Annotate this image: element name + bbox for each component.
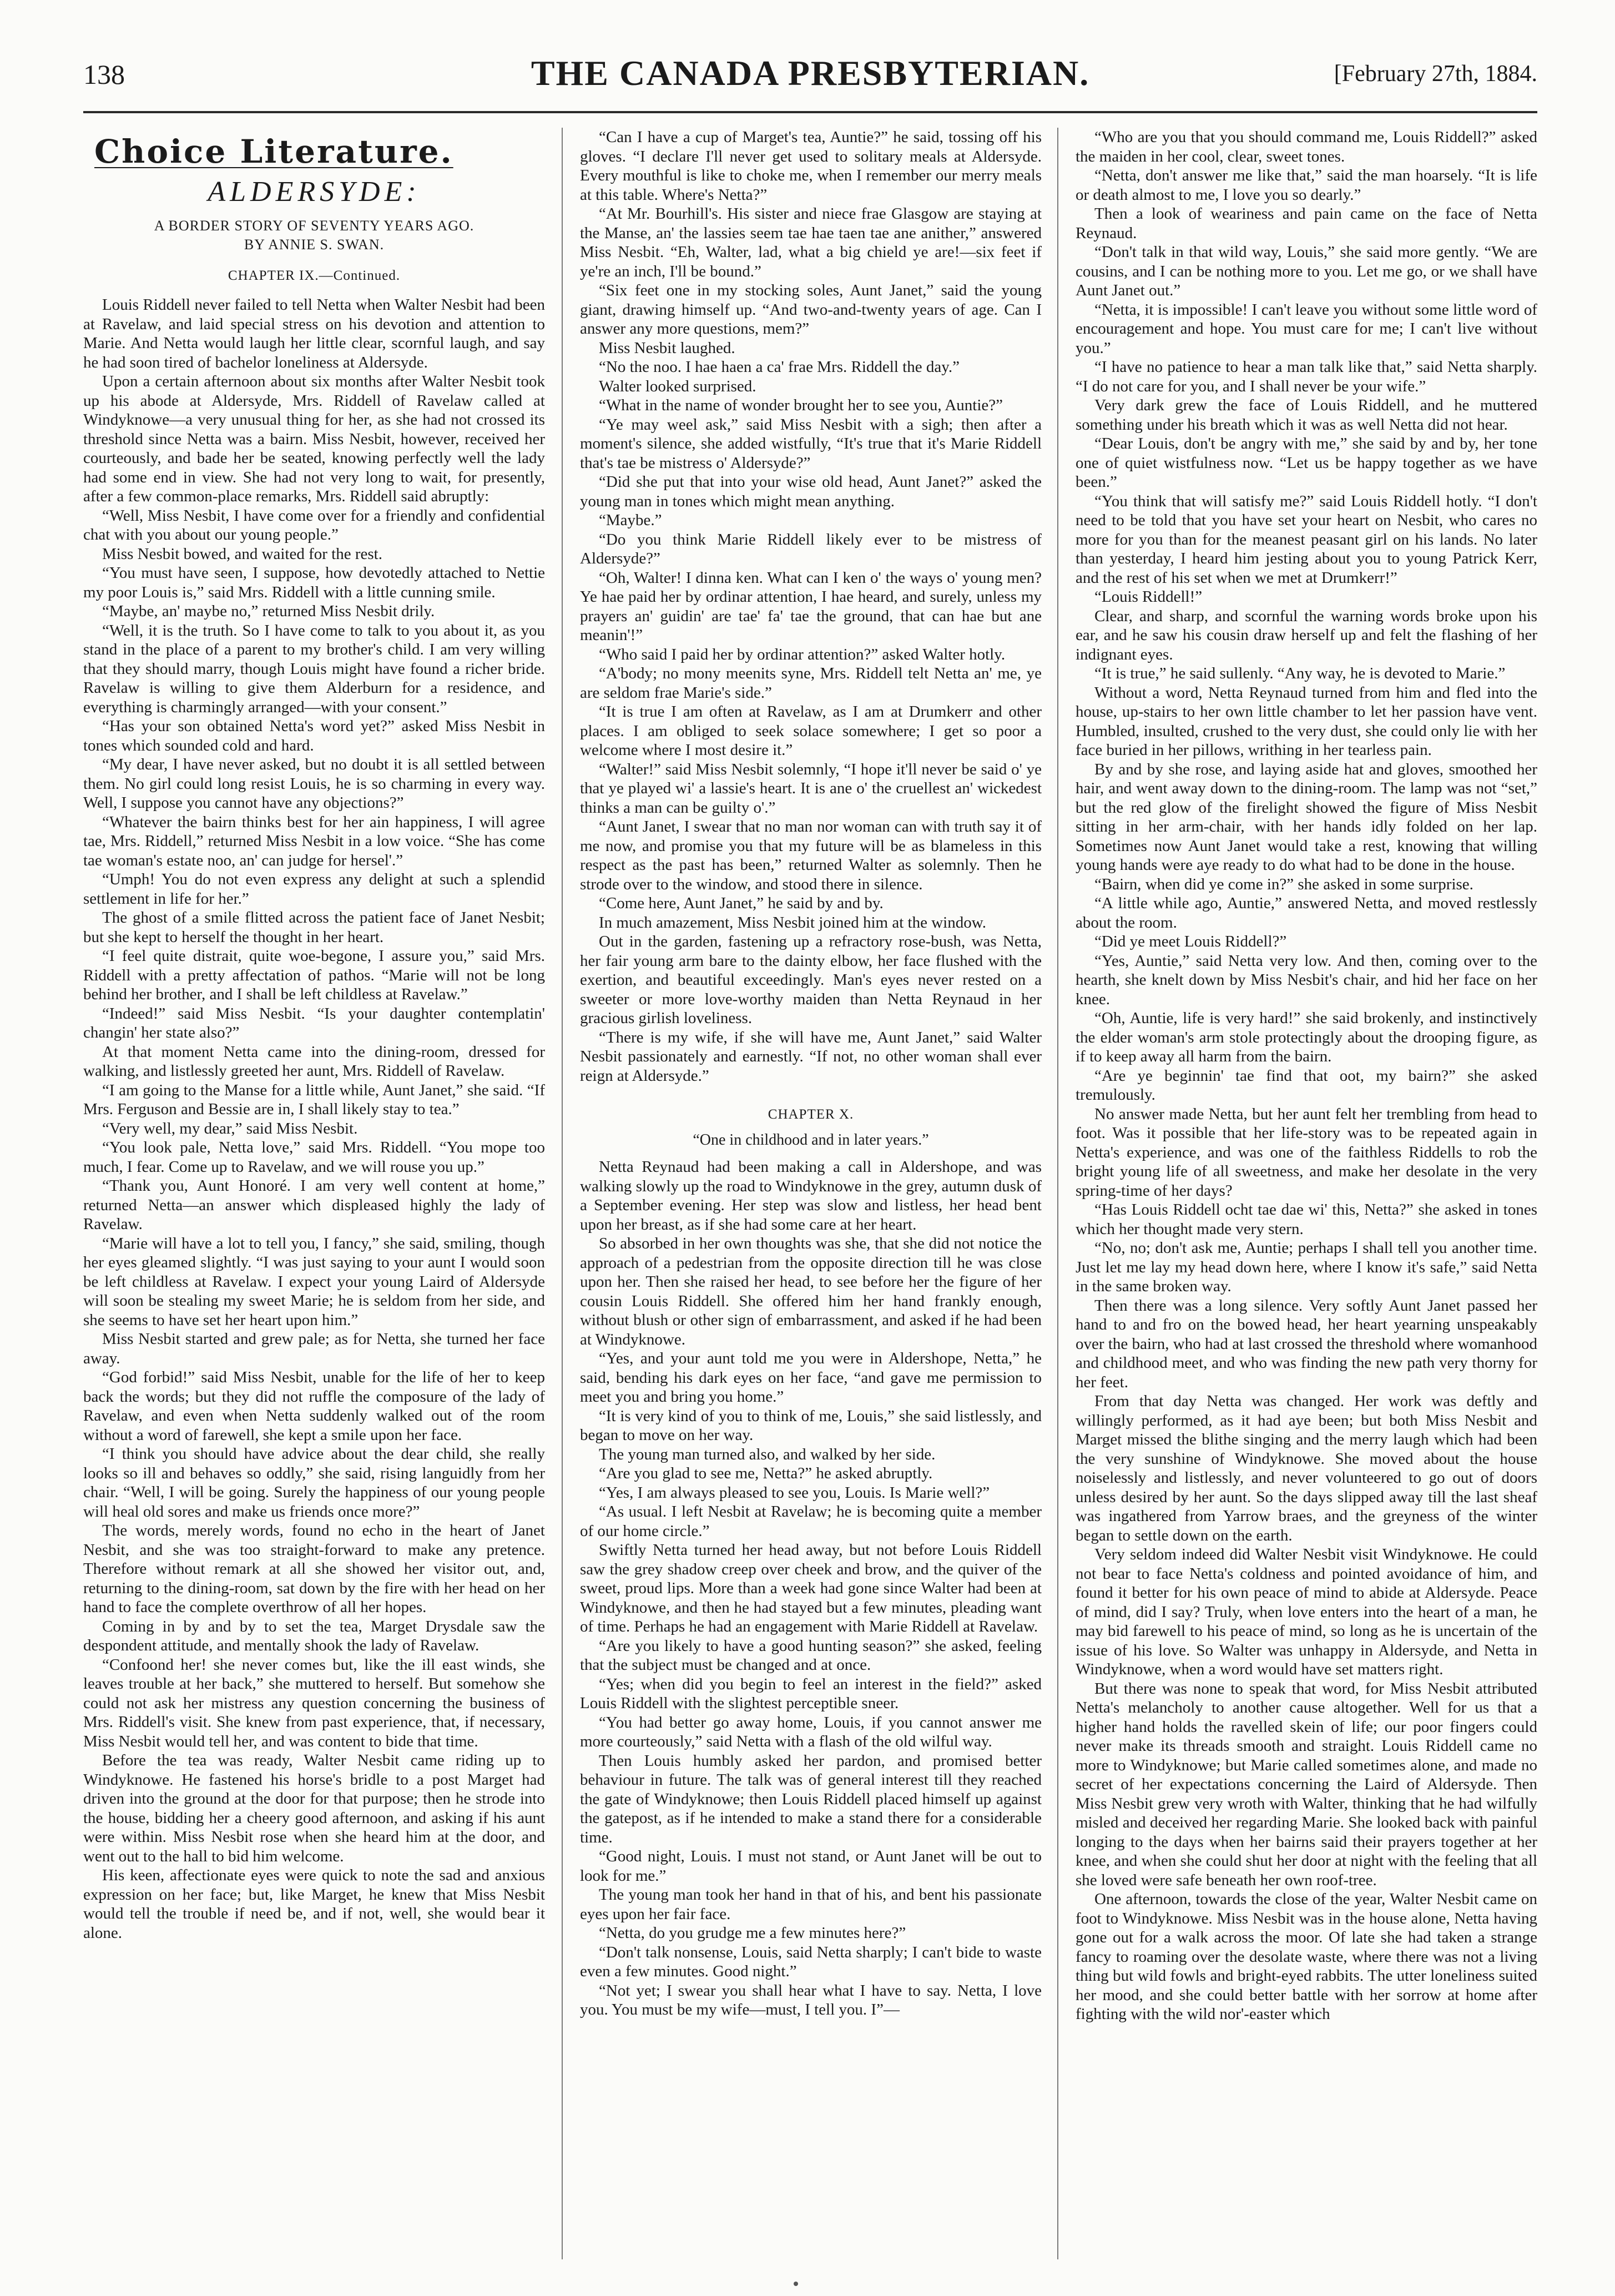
paragraph: “My dear, I have never asked, but no doubt it is all settled between them. No girl could long resist Louis, he is so charming in every way. Well, I suppose you cannot have any objections?” <box>83 756 545 812</box>
paragraph: “It is very kind of you to think of me, Louis,” she said listlessly, and began to move on her way. <box>580 1407 1042 1444</box>
paragraph: “Don't talk nonsense, Louis, said Netta sharply; I can't bide to waste even a few minutes. Good night.” <box>580 1943 1042 1980</box>
paragraph: “Yes, I am always pleased to see you, Louis. Is Marie well?” <box>599 1483 990 1502</box>
paragraph: “Not yet; I swear you shall hear what I have to say. Netta, I love you. You must be my wife—must, I tell you. I”— <box>580 1981 1042 2018</box>
column-2 <box>580 128 1042 2270</box>
paragraph: “God forbid!” said Miss Nesbit, unable for the life of her to keep back the words; but they did not ruffle the composure of the lady of Ravelaw, and even when Netta suddenly walked out of the room without a word of farewell, she kept a smile upon her face. <box>83 1368 545 1444</box>
paragraph: “A little while ago, Auntie,” answered Netta, and moved restlessly about the room. <box>1076 894 1537 932</box>
paragraph: Swiftly Netta turned her head away, but not before Louis Riddell saw the grey shadow creep over cheek and brow, and the quiver of the sweet, proud lips. More than a week had gone since Walter had been at Windyknowe, and then he had stayed but a few minutes, pleading want of time. Perhaps he had an engagement with Marie Riddell at Ravelaw. <box>580 1541 1042 1635</box>
paragraph: “I feel quite distrait, quite woe-begone, I assure you,” said Mrs. Riddell with a pretty affectation of pathos. “Marie will not be long behind her brother, and I shall be left childless at Ravelaw.” <box>83 947 545 1003</box>
paragraph: “As usual. I left Nesbit at Ravelaw; he is becoming quite a member of our home circle.” <box>580 1503 1042 1540</box>
paragraph: “Has Louis Riddell ocht tae dae wi' this, Netta?” she asked in tones which her thought made very stern. <box>1076 1201 1537 1238</box>
paragraph: “Bairn, when did ye come in?” she asked in some surprise. <box>1094 875 1473 893</box>
paragraph: “Whatever the bairn thinks best for her ain happiness, I will agree tae, Mrs. Riddell,” returned Miss Nesbit in a low voice. “She has come tae woman's estate noo, an' can judge for hersel'.” <box>83 813 545 869</box>
paragraph: “I am going to the Manse for a little while, Aunt Janet,” she said. “If Mrs. Ferguson and Bessie are in, I shall likely stay to tea.” <box>83 1081 545 1118</box>
masthead-title: THE CANADA PRESBYTERIAN. <box>531 53 1090 93</box>
paragraph: “A'body; no mony meenits syne, Mrs. Riddell telt Netta an' me, ye are seldom frae Marie's side.” <box>580 664 1042 702</box>
paragraph: “Louis Riddell!” <box>1094 588 1203 606</box>
paragraph: The words, merely words, found no echo in the heart of Janet Nesbit, and she was too straight-forward to make any pretence. Therefore without remark at all she showed her visitor out, and, returning to the dining-room, sat down by the fire with her head on her hand to face the complete overthrow of all her hopes. <box>83 1522 545 1616</box>
paragraph: “Six feet one in my stocking soles, Aunt Janet,” said the young giant, drawing himself up. “And two-and-twenty years of age. Can I answer any more questions, mem?” <box>580 281 1042 338</box>
paragraph: “Dear Louis, don't be angry with me,” she said by and by, her tone one of quiet wistfulness now. “Let us be happy together as we have been.” <box>1076 435 1537 491</box>
paragraph: “Can I have a cup of Marget's tea, Auntie?” he said, tossing off his gloves. “I declare I'll never get used to solitary meals at Aldersyde. Every mouthful is like to choke me, when I remember our merry meals at this table. Where's Netta?” <box>580 128 1042 204</box>
paragraph: “Ye may weel ask,” said Miss Nesbit with a sigh; then after a moment's silence, she added wistfully, “It's true that it's Marie Riddell that's tae be mistress o' Aldersyde?” <box>580 415 1042 472</box>
paragraph: Very seldom indeed did Walter Nesbit visit Windyknowe. He could not bear to face Netta's coldness and pointed avoidance of him, and found it better for his own peace of mind to abide at Aldersyde. Peace of mind, did I say? Truly, when love enters into the heart of a man, he may bid farewell to his peace of mind, so long as he is uncertain of the issue of his love. So Walter was unhappy in Aldersyde, and Netta in Windyknowe, when a word would have set matters right. <box>1076 1545 1537 1678</box>
paragraph: “Confoond her! she never comes but, like the ill east winds, she leaves trouble at her back,” she muttered to herself. But somehow she could not ask her mistress any question concerning the business of Mrs. Riddell's visit. She knew from past experience, that, if necessary, Miss Nesbit would tell her, and was content to bide that time. <box>83 1655 545 1750</box>
paragraph: “Are ye beginnin' tae find that oot, my bairn?” she asked tremulously. <box>1076 1066 1537 1104</box>
article-body <box>1076 128 1537 2024</box>
paragraph: Very dark grew the face of Louis Riddell, and he muttered something under his breath which it was as well Netta did not hear. <box>1076 396 1537 434</box>
article-body <box>580 128 1042 1085</box>
paragraph: “It is true,” he said sullenly. “Any way, he is devoted to Marie.” <box>1094 664 1506 682</box>
paragraph: “Very well, my dear,” said Miss Nesbit. <box>102 1119 358 1137</box>
issue-date: [February 27th, 1884. <box>1334 61 1537 87</box>
paragraph: The young man took her hand in that of his, and bent his passionate eyes upon her fair face. <box>580 1886 1042 1923</box>
paragraph: “Maybe.” <box>599 511 662 529</box>
paragraph: “Good night, Louis. I must not stand, or Aunt Janet will be out to look for me.” <box>580 1847 1042 1885</box>
paragraph: “Are you likely to have a good hunting season?” she asked, feeling that the subject must be changed and at once. <box>580 1637 1042 1674</box>
paragraph: “Did ye meet Louis Riddell?” <box>1094 933 1287 950</box>
paragraph: “Well, Miss Nesbit, I have come over for a friendly and confidential chat with you about our young people.” <box>83 506 545 543</box>
paragraph: “Yes, Auntie,” said Netta very low. And then, coming over to the hearth, she knelt down by Miss Nesbit's chair, and hid her face on her knee. <box>1076 951 1537 1008</box>
paragraph: “It is true I am often at Ravelaw, as I am at Drumkerr and other places. I am obliged to seek solace somewhere; I get so poor a welcome where I most desire it.” <box>580 703 1042 759</box>
paragraph: “You think that will satisfy me?” said Louis Riddell hotly. “I don't need to be told that you have set your heart on Nesbit, who cares no more for you than for the meanest peasant girl on his lands. No later than yesterday, I heard him jesting about you to young Patrick Kerr, and the rest of his set when we met at Drumkerr!” <box>1076 492 1537 587</box>
paragraph: “No the noo. I hae haen a ca' frae Mrs. Riddell the day.” <box>599 358 960 376</box>
paragraph: “Maybe, an' maybe no,” returned Miss Nesbit drily. <box>102 602 435 620</box>
paragraph: By and by she rose, and laying aside hat and gloves, smoothed her hair, and went away down to the dining-room. The lamp was not “set,” but the red glow of the firelight showed the figure of Miss Nesbit sitting in her arm-chair, with her hands idly folded on her lap. Sometimes now Aunt Janet would take a rest, knowing that willing young hands were aye ready to do what had to be done in the house. <box>1076 760 1537 874</box>
paragraph: “Don't talk in that wild way, Louis,” she said more gently. “We are cousins, and I can be nothing more to you. Let me go, or we shall have Aunt Janet out.” <box>1076 243 1537 299</box>
paragraph: “No, no; don't ask me, Auntie; perhaps I shall tell you another time. Just let me lay my head down here, where I know it's safe,” said Netta in the same broken way. <box>1076 1239 1537 1295</box>
column-3 <box>1076 128 1537 2270</box>
paragraph: “Marie will have a lot to tell you, I fancy,” she said, smiling, though her eyes gleamed slightly. “I was just saying to your aunt I would soon be left childless at Ravelaw. I expect your young Laird of Aldersyde will soon be stealing my sweet Marie; he is seldom from her side, and she seems to have set her heart upon him.” <box>83 1234 545 1329</box>
paragraph: “You had better go away home, Louis, if you cannot answer me more courteously,” said Netta with a flash of the old wilful way. <box>580 1713 1042 1750</box>
paragraph: The ghost of a smile flitted across the patient face of Janet Nesbit; but she kept to herself the thought in her heart. <box>83 909 545 946</box>
section-title: Choice Literature. <box>94 133 453 170</box>
story-title: ALDERSYDE: <box>208 176 421 208</box>
article-body <box>580 1157 1042 2020</box>
paragraph: Then there was a long silence. Very softly Aunt Janet passed her hand to and fro on the bowed head, her heart yearning unspeakably over the bairn, who had at last crossed the threshold where womanhood and childhood meet, and who was finding the new path very thorny for her feet. <box>1076 1296 1537 1391</box>
paragraph: “You look pale, Netta love,” said Mrs. Riddell. “You mope too much, I fear. Come up to Ravelaw, and we will rouse you up.” <box>83 1139 545 1176</box>
paragraph: One afternoon, towards the close of the year, Walter Nesbit came on foot to Windyknowe. Miss Nesbit was in the house alone, Netta having gone out for a walk across the moor. Of late she had taken a strange fancy to roaming over the desolate waste, where there was not a living thing but wild fowls and bright-eyed rabbits. The utter loneliness suited her mood, and she could better battle with her sorrow at home after fighting with the wild nor'-easter which <box>1076 1890 1537 2023</box>
paragraph: “I think you should have advice about the dear child, she really looks so ill and behaves so oddly,” she said, rising languidly from her chair. “Well, I will be going. Surely the happiness of our young people will heal old sores and make us friends once more?” <box>83 1445 545 1520</box>
paragraph: “Netta, don't answer me like that,” said the man hoarsely. “It is life or death almost to me, I love you so dearly.” <box>1076 167 1537 204</box>
paragraph: Netta Reynaud had been making a call in Aldershope, and was walking slowly up the road to Windyknowe in the grey, autumn dusk of a September evening. Her step was slow and listless, her head bent upon her breast, as if she had some care at her heart. <box>580 1158 1042 1233</box>
chapter-heading: CHAPTER X. <box>768 1107 854 1122</box>
paragraph: Miss Nesbit bowed, and waited for the rest. <box>102 545 382 563</box>
article-body <box>83 295 545 1942</box>
paragraph: “Who are you that you should command me, Louis Riddell?” asked the maiden in her cool, clear, sweet tones. <box>1076 128 1537 165</box>
paragraph: “Oh, Auntie, life is very hard!” she said brokenly, and instinctively the elder woman's arm stole protectingly about the drooping figure, as if to keep away all harm from the bairn. <box>1076 1009 1537 1065</box>
paragraph: “Yes, and your aunt told me you were in Aldershope, Netta,” he said, bending his dark eyes on her face, “and gave me permission to meet you and bring you home.” <box>580 1350 1042 1406</box>
paragraph: “There is my wife, if she will have me, Aunt Janet,” said Walter Nesbit passionately and earnestly. “If not, no other woman shall ever reign at Aldersyde.” <box>580 1028 1042 1085</box>
paragraph: “You must have seen, I suppose, how devotedly attached to Nettie my poor Louis is,” said Mrs. Riddell with a little cunning smile. <box>83 564 545 601</box>
paragraph: Walter looked surprised. <box>599 377 756 395</box>
paragraph: At that moment Netta came into the dining-room, dressed for walking, and listlessly greeted her aunt, Mrs. Riddell of Ravelaw. <box>83 1043 545 1080</box>
paragraph: “Do you think Marie Riddell likely ever to be mistress of Aldersyde?” <box>580 530 1042 567</box>
paragraph: “Come here, Aunt Janet,” he said by and by. <box>599 894 884 912</box>
paragraph: Clear, and sharp, and scornful the warning words broke upon his ear, and he saw his cousin draw herself up and felt the flashing of her indignant eyes. <box>1076 607 1537 663</box>
story-subtitle: A BORDER STORY OF SEVENTY YEARS AGO. <box>154 218 475 234</box>
paragraph: “Who said I paid her by ordinar attention?” asked Walter hotly. <box>599 645 1006 663</box>
paragraph: Without a word, Netta Reynaud turned from him and fled into the house, up-stairs to her own little chamber to let her passion have vent. Humbled, insulted, crushed to the very dust, she could only lie with her face buried in her pillows, writhing in her tearless pain. <box>1076 683 1537 759</box>
paragraph: In much amazement, Miss Nesbit joined him at the window. <box>599 913 987 932</box>
paragraph: Upon a certain afternoon about six months after Walter Nesbit took up his abode at Aldersyde, Mrs. Riddell of Ravelaw called at Windyknowe—a very unusual thing for her, as she had not crossed its threshold since Netta was a bairn. Miss Nesbit, however, received her courteously, and bade her be seated, knowing perfectly well the lady had some end in view. She had not very long to wait, for presently, after a few common-place remarks, Mrs. Riddell said abruptly: <box>83 372 545 505</box>
paragraph: “I have no patience to hear a man talk like that,” said Netta sharply. “I do not care for you, and I shall never be your wife.” <box>1076 358 1537 395</box>
paragraph: Before the tea was ready, Walter Nesbit came riding up to Windyknowe. He fastened his horse's bridle to a post Marget had driven into the ground at the door for that purpose; then he strode into the house, bidding her a cheery good afternoon, and asking if his aunt were within. Miss Nesbit rose when she heard him at the door, and went out to the hall to bid him welcome. <box>83 1751 545 1865</box>
paragraph: Then Louis humbly asked her pardon, and promised better behaviour in future. The talk was of general interest till they reached the gate of Windyknowe; then Louis Riddell placed himself up against the gatepost, as if he intended to make a stand there for a considerable time. <box>580 1751 1042 1846</box>
paragraph: Miss Nesbit laughed. <box>599 339 735 357</box>
paragraph: “Umph! You do not even express any delight at such a splendid settlement in life for her.” <box>83 870 545 908</box>
paragraph: “Indeed!” said Miss Nesbit. “Is your daughter contemplatin' changin' her state also?” <box>83 1004 545 1041</box>
chapter-heading: CHAPTER IX.—Continued. <box>228 268 401 283</box>
story-byline: BY ANNIE S. SWAN. <box>244 236 385 253</box>
paragraph: From that day Netta was changed. Her work was deftly and willingly performed, as it had aye been; but both Miss Nesbit and Marget missed the blithe singing and the merry laugh which had been the very sunshine of Windyknowe. She moved about the house noiselessly and listlessly, and never volunteered to go out of doors unless desired by her aunt. So the days slipped away till the last sheaf was ingathered from Yarrow braes, and the greyness of the winter began to settle down on the earth. <box>1076 1392 1537 1544</box>
paragraph: His keen, affectionate eyes were quick to note the sad and anxious expression on her face; but, like Marget, he knew that Miss Nesbit would tell the trouble if need be, and if not, well, she would bear it alone. <box>83 1866 545 1942</box>
paragraph: “Thank you, Aunt Honoré. I am very well content at home,” returned Netta—an answer which displeased highly the lady of Ravelaw. <box>83 1177 545 1233</box>
column-divider <box>562 128 563 2259</box>
paragraph: Louis Riddell never failed to tell Netta when Walter Nesbit had been at Ravelaw, and laid special stress on his devotion and attention to Marie. And Netta would laugh her little clear, scornful laugh, and say he had soon tired of bachelor loneliness at Aldersyde. <box>83 296 545 371</box>
paragraph: Coming in by and by to set the tea, Marget Drysdale saw the despondent attitude, and mentally shook the lady of Ravelaw. <box>83 1617 545 1654</box>
paragraph: “What in the name of wonder brought her to see you, Auntie?” <box>599 396 1003 414</box>
page-mark <box>794 2282 798 2286</box>
chapter-epigraph: “One in childhood and in later years.” <box>693 1131 929 1149</box>
paragraph: “Has your son obtained Netta's word yet?” asked Miss Nesbit in tones which sounded cold and hard. <box>83 717 545 754</box>
paragraph: Then a look of weariness and pain came on the face of Netta Reynaud. <box>1076 205 1537 242</box>
paragraph: “Yes; when did you begin to feel an interest in the field?” asked Louis Riddell with the slightest perceptible sneer. <box>580 1675 1042 1712</box>
paragraph: “At Mr. Bourhill's. His sister and niece frae Glasgow are staying at the Manse, an' the lassies seem tae hae taen tae ane anither,” answered Miss Nesbit. “Eh, Walter, lad, what a big chield ye are!—six feet if ye're an inch, I'll be bound.” <box>580 205 1042 280</box>
paragraph: But there was none to speak that word, for Miss Nesbit attributed Netta's melancholy to another cause altogether. Well for us that a higher hand holds the ravelled skein of life; our poor fingers could never make its threads smooth and straight. Louis Riddell came no more to Windyknowe; but Marie called sometimes alone, and made no secret of her expectations concerning the Laird of Aldersyde. Then Miss Nesbit grew very wroth with Walter, thinking that he had wilfully misled and deceived her regarding Marie. She looked back with painful longing to the days when her bairns said their prayers together at her knee, and when she could shut her door at night with the feeling that all she loved were safe beneath her own roof-tree. <box>1076 1679 1537 1889</box>
column-1 <box>83 128 545 2270</box>
page-number: 138 <box>83 59 125 90</box>
paragraph: Out in the garden, fastening up a refractory rose-bush, was Netta, her fair young arm bare to the dainty elbow, her face flushed with the exertion, and beautiful exceedingly. Man's eyes never rested on a sweeter or more love-worthy maiden than Netta Reynaud in her gracious girlish loveliness. <box>580 933 1042 1027</box>
paragraph: “Walter!” said Miss Nesbit solemnly, “I hope it'll never be said o' ye that ye played wi' a lassie's heart. It is ane o' the cruellest an' wickedest thinks a man can be guilty o'.” <box>580 760 1042 817</box>
column-divider <box>1057 128 1058 2259</box>
paragraph: So absorbed in her own thoughts was she, that she did not notice the approach of a pedestrian from the opposite direction till he was close upon her. Then she raised her head, to see before her the figure of her cousin Louis Riddell. She offered him her hand frankly enough, without blush or other sign of embarrassment, and asked if he had been at Windyknowe. <box>580 1235 1042 1348</box>
paragraph: “Aunt Janet, I swear that no man nor woman can with truth say it of me now, and promise you that my future will be as blameless in this respect as the past has been,” returned Walter as solemnly. Then he strode over to the window, and stood there in silence. <box>580 818 1042 893</box>
paragraph: No answer made Netta, but her aunt felt her trembling from head to foot. Was it possible that her life-story was to be repeated again in Netta's experience, and was one of the faithless Riddells to rob the bright young life of all sweetness, and make her desolate in the very spring-time of her days? <box>1076 1105 1537 1200</box>
paragraph: “Netta, do you grudge me a few minutes here?” <box>599 1924 906 1942</box>
page-header <box>83 53 1537 114</box>
paragraph: “Well, it is the truth. So I have come to talk to you about it, as you stand in the place of a parent to my brother's child. I am very willing that they should marry, though Louis might have found a richer bride. Ravelaw is willing to give them Alderburn for a residence, and everything is charmingly arranged—with your consent.” <box>83 621 545 716</box>
paragraph: “Did she put that into your wise old head, Aunt Janet?” asked the young man in tones which might mean anything. <box>580 473 1042 510</box>
paragraph: “Oh, Walter! I dinna ken. What can I ken o' the ways o' young men? Ye hae paid her by ordinar attention, I hae heard, and surely, unless my prayers an' guidin' are tae' fa' tae the ground, that can hae but ane meanin'!” <box>580 568 1042 644</box>
paragraph: “Netta, it is impossible! I can't leave you without some little word of encouragement and hope. You must care for me; I can't live without you.” <box>1076 300 1537 357</box>
paragraph: The young man turned also, and walked by her side. <box>599 1445 936 1463</box>
paragraph: Miss Nesbit started and grew pale; as for Netta, she turned her face away. <box>83 1330 545 1367</box>
paragraph: “Are you glad to see me, Netta?” he asked abruptly. <box>599 1464 933 1482</box>
header-rule <box>83 111 1537 113</box>
